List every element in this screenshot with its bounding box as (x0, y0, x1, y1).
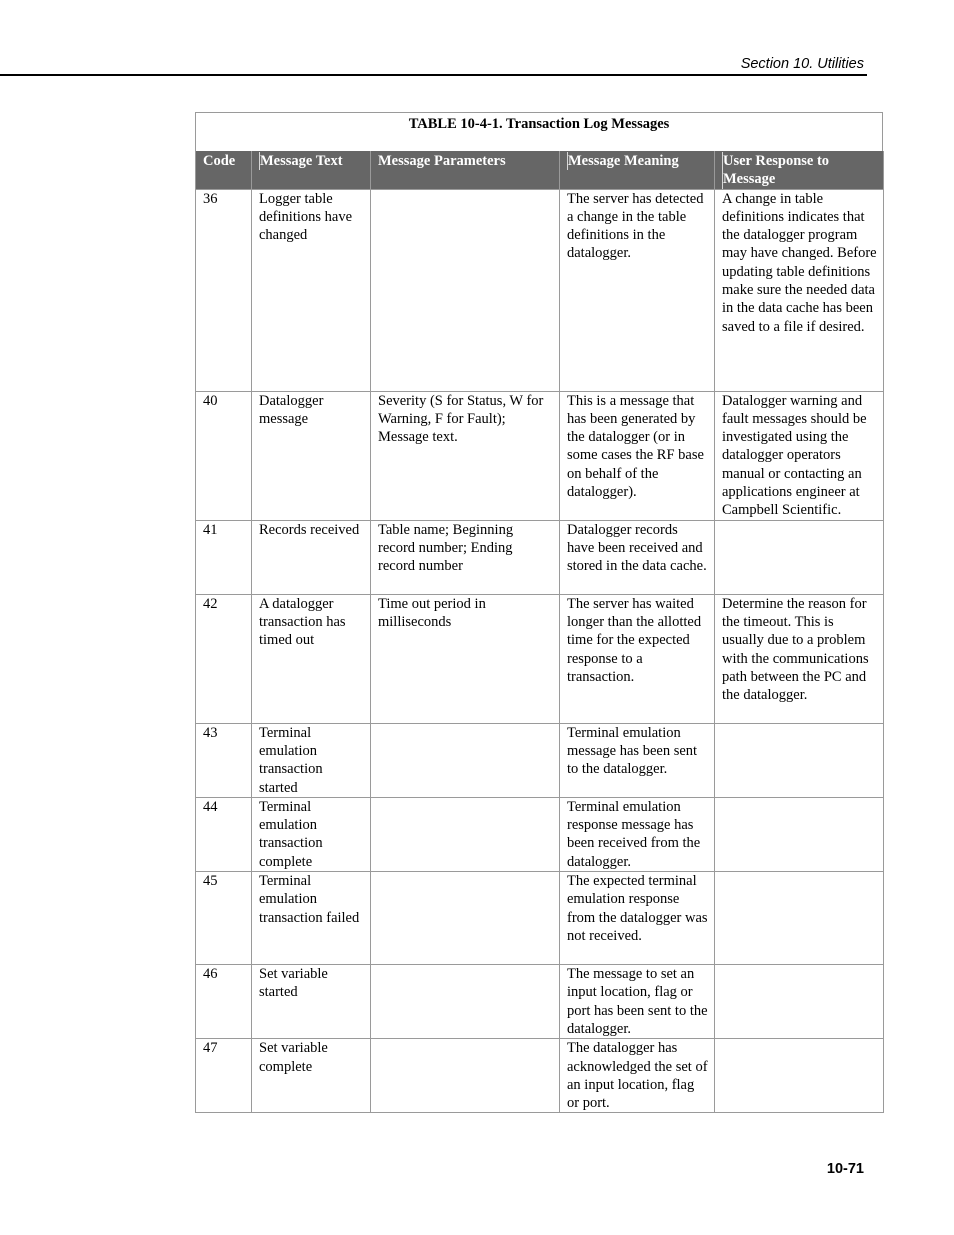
column-header-code: Code (196, 151, 252, 189)
cell-message-meaning: The server has detected a change in the table definitions in the datalogger. (560, 189, 715, 391)
cell-code: 36 (196, 189, 252, 391)
table-row (196, 1039, 884, 1113)
column-header-label: User Response to Message (722, 152, 876, 189)
cell-message-text: Set variable started (252, 965, 371, 1039)
cell-message-parameters (371, 797, 560, 871)
messages-table (195, 151, 884, 1113)
column-header-message-text (252, 151, 371, 189)
section-header: Section 10. Utilities (740, 56, 864, 72)
cell-user-response (715, 723, 884, 797)
cell-message-text: Datalogger message (252, 391, 371, 520)
cell-message-meaning: Terminal emulation message has been sent to the datalogger. (560, 723, 715, 797)
cell-code: 40 (196, 391, 252, 520)
cell-message-parameters (371, 723, 560, 797)
cell-message-text: Terminal emulation transaction failed (252, 872, 371, 965)
column-header-label: Message Text (259, 152, 363, 170)
cell-message-parameters: Time out period in milliseconds (371, 594, 560, 723)
cell-code: 44 (196, 797, 252, 871)
cell-user-response (715, 797, 884, 871)
cell-message-text: Records received (252, 520, 371, 594)
cell-message-parameters (371, 872, 560, 965)
column-header-message-parameters (371, 151, 560, 189)
cell-code: 46 (196, 965, 252, 1039)
cell-user-response (715, 872, 884, 965)
cell-message-parameters: Severity (S for Status, W for Warning, F for Fault); Message text. (371, 391, 560, 520)
cell-user-response: A change in table definitions indicates that the datalogger program may have changed. Before updating table definitions make sure the needed data in the data cache has been saved to a file if desired. (715, 189, 884, 391)
transaction-log-table (195, 112, 883, 1113)
cell-code: 47 (196, 1039, 252, 1113)
cell-user-response: Datalogger warning and fault messages should be investigated using the datalogger operators manual or contacting an applications engineer at Campbell Scientific. (715, 391, 884, 520)
cell-message-parameters (371, 1039, 560, 1113)
cell-message-text: Logger table definitions have changed (252, 189, 371, 391)
table-row (196, 723, 884, 797)
page-number: 10-71 (826, 1161, 864, 1177)
table-row (196, 391, 884, 520)
column-header-message-meaning (560, 151, 715, 189)
table-body (196, 189, 884, 1113)
cell-message-parameters (371, 965, 560, 1039)
cell-user-response: Determine the reason for the timeout. This is usually due to a problem with the communications path between the PC and the datalogger. (715, 594, 884, 723)
cell-message-parameters (371, 189, 560, 391)
cell-message-meaning: The server has waited longer than the allotted time for the expected response to a transaction. (560, 594, 715, 723)
table-row (196, 520, 884, 594)
cell-message-meaning: The datalogger has acknowledged the set of an input location, flag or port. (560, 1039, 715, 1113)
cell-user-response (715, 520, 884, 594)
cell-message-meaning: The expected terminal emulation response from the datalogger was not received. (560, 872, 715, 965)
header-rule (0, 74, 867, 76)
cell-message-text: Terminal emulation transaction complete (252, 797, 371, 871)
cell-user-response (715, 965, 884, 1039)
cell-message-meaning: Terminal emulation response message has been received from the datalogger. (560, 797, 715, 871)
table-row (196, 797, 884, 871)
cell-message-text: A datalogger transaction has timed out (252, 594, 371, 723)
table-title: TABLE 10-4-1. Transaction Log Messages (195, 112, 883, 151)
cell-message-meaning: The message to set an input location, flag or port has been sent to the datalogger. (560, 965, 715, 1039)
cell-code: 45 (196, 872, 252, 965)
table-row (196, 189, 884, 391)
table-row (196, 965, 884, 1039)
cell-message-text: Set variable complete (252, 1039, 371, 1113)
cell-message-parameters: Table name; Beginning record number; Ending record number (371, 520, 560, 594)
column-header-label: Message Meaning (567, 152, 707, 170)
cell-code: 41 (196, 520, 252, 594)
cell-message-text: Terminal emulation transaction started (252, 723, 371, 797)
column-header-user-response (715, 151, 884, 189)
table-row (196, 872, 884, 965)
cell-message-meaning: Datalogger records have been received and stored in the data cache. (560, 520, 715, 594)
table-header-row (196, 151, 884, 189)
cell-user-response (715, 1039, 884, 1113)
column-header-label: Message Parameters (378, 153, 506, 169)
cell-message-meaning: This is a message that has been generated by the datalogger (or in some cases the RF base on behalf of the datalogger). (560, 391, 715, 520)
cell-code: 43 (196, 723, 252, 797)
table-row (196, 594, 884, 723)
cell-code: 42 (196, 594, 252, 723)
